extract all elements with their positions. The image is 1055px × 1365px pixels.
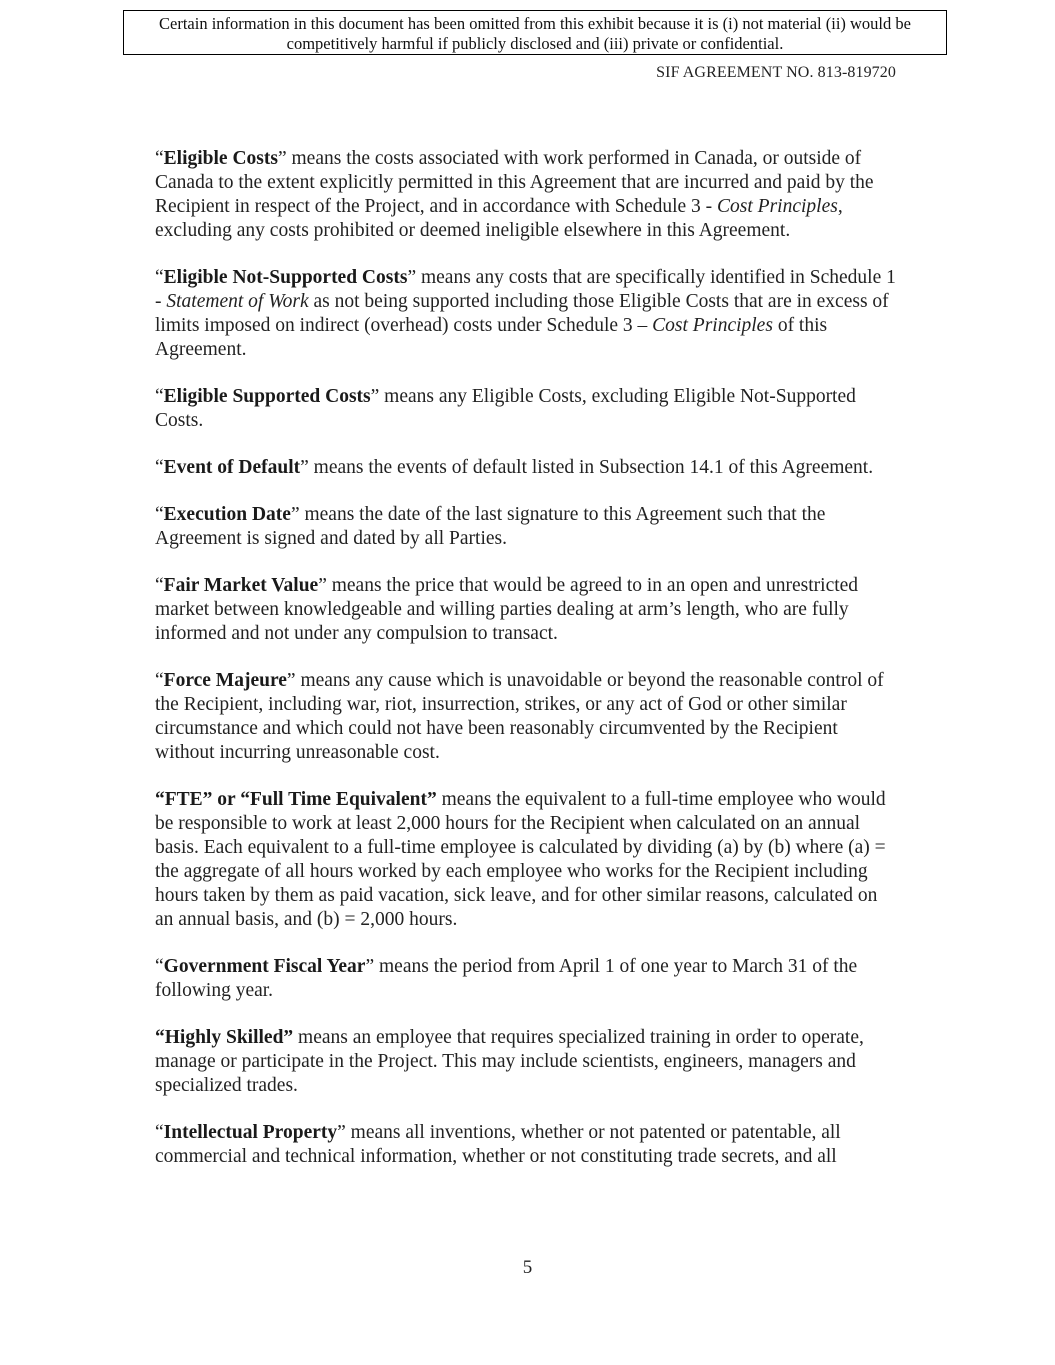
schedule-reference: Cost Principles xyxy=(717,196,838,217)
redaction-notice-box xyxy=(123,10,947,55)
definition-eligible-costs: “Eligible Costs” means the costs associated with work performed in Canada, or outside of Canada to the extent explicitly permitted in this Agreement that are incurred and paid by the Recipient in respect of the Project, and in accordance with Schedule 3 - Cost Principles, excluding any costs prohibited or deemed ineligible elsewhere in this Agreement. xyxy=(155,148,874,241)
definition-term: Eligible Costs xyxy=(163,148,278,169)
definition-term: “Highly Skilled” xyxy=(155,1027,294,1048)
definition-term: Government Fiscal Year xyxy=(163,956,366,977)
definition-government-fiscal-year: “Government Fiscal Year” means the period from April 1 of one year to March 31 of the following year. xyxy=(155,956,858,1001)
definition-event-of-default: “Event of Default” means the events of default listed in Subsection 14.1 of this Agreement. xyxy=(155,457,874,478)
definition-term: Force Majeure xyxy=(163,670,287,691)
page-number: 5 xyxy=(522,1257,533,1278)
schedule-reference: Statement of Work xyxy=(166,291,309,312)
definition-term: Eligible Not-Supported Costs xyxy=(163,267,408,288)
agreement-number: SIF AGREEMENT NO. 813-819720 xyxy=(656,64,896,81)
definitions-section xyxy=(155,147,900,1192)
schedule-reference: Cost Principles xyxy=(652,315,773,336)
definition-eligible-not-supported-costs: “Eligible Not-Supported Costs” means any costs that are specifically identified in Schedule 1 - Statement of Work as not being supported including those Eligible Costs that are in excess of limits imposed on indirect (overhead) costs under Schedule 3 – Cost Principles of this Agreement. xyxy=(155,267,896,360)
definition-term: “FTE” or “Full Time Equivalent” xyxy=(155,789,437,810)
definition-term: Event of Default xyxy=(163,457,301,478)
definition-execution-date: “Execution Date” means the date of the last signature to this Agreement such that the Agreement is signed and dated by all Parties. xyxy=(155,504,826,549)
definition-fte: “FTE” or “Full Time Equivalent” means the equivalent to a full-time employee who would be responsible to work at least 2,000 hours for the Recipient when calculated on an annual basis. Each equivalent to a full-time employee is calculated by dividing (a) by (b) where (a) = the aggregate of all hours worked by each employee who works for the Recipient including hours taken by them as paid vacation, sick leave, and for other similar reasons, calculated on an annual basis, and (b) = 2,000 hours. xyxy=(155,789,886,930)
definition-term: Intellectual Property xyxy=(163,1122,338,1143)
definition-term: Eligible Supported Costs xyxy=(163,386,371,407)
definition-highly-skilled: “Highly Skilled” means an employee that requires specialized training in order to operate, manage or participate in the Project. This may include scientists, engineers, managers and specialized trades. xyxy=(155,1027,864,1096)
definition-eligible-supported-costs: “Eligible Supported Costs” means any Eligible Costs, excluding Eligible Not-Supported Costs. xyxy=(155,386,856,431)
definition-fair-market-value: “Fair Market Value” means the price that would be agreed to in an open and unrestricted market between knowledgeable and willing parties dealing at arm’s length, who are fully informed and not under any compulsion to transact. xyxy=(155,575,859,644)
definition-force-majeure: “Force Majeure” means any cause which is unavoidable or beyond the reasonable control of the Recipient, including war, riot, insurrection, strikes, or any act of God or other similar circumstance and which could not have been reasonably circumvented by the Recipient without incurring unreasonable cost. xyxy=(155,670,884,763)
definition-term: Execution Date xyxy=(163,504,291,525)
definition-intellectual-property: “Intellectual Property” means all inventions, whether or not patented or patentable, all commercial and technical information, whether or not constituting trade secrets, and all xyxy=(155,1122,841,1167)
definition-term: Fair Market Value xyxy=(163,575,319,596)
redaction-notice-text: Certain information in this document has been omitted from this exhibit because it is (i) not material (ii) would be competitively harmful if publicly disclosed and (iii) private or confidential. xyxy=(159,14,911,53)
